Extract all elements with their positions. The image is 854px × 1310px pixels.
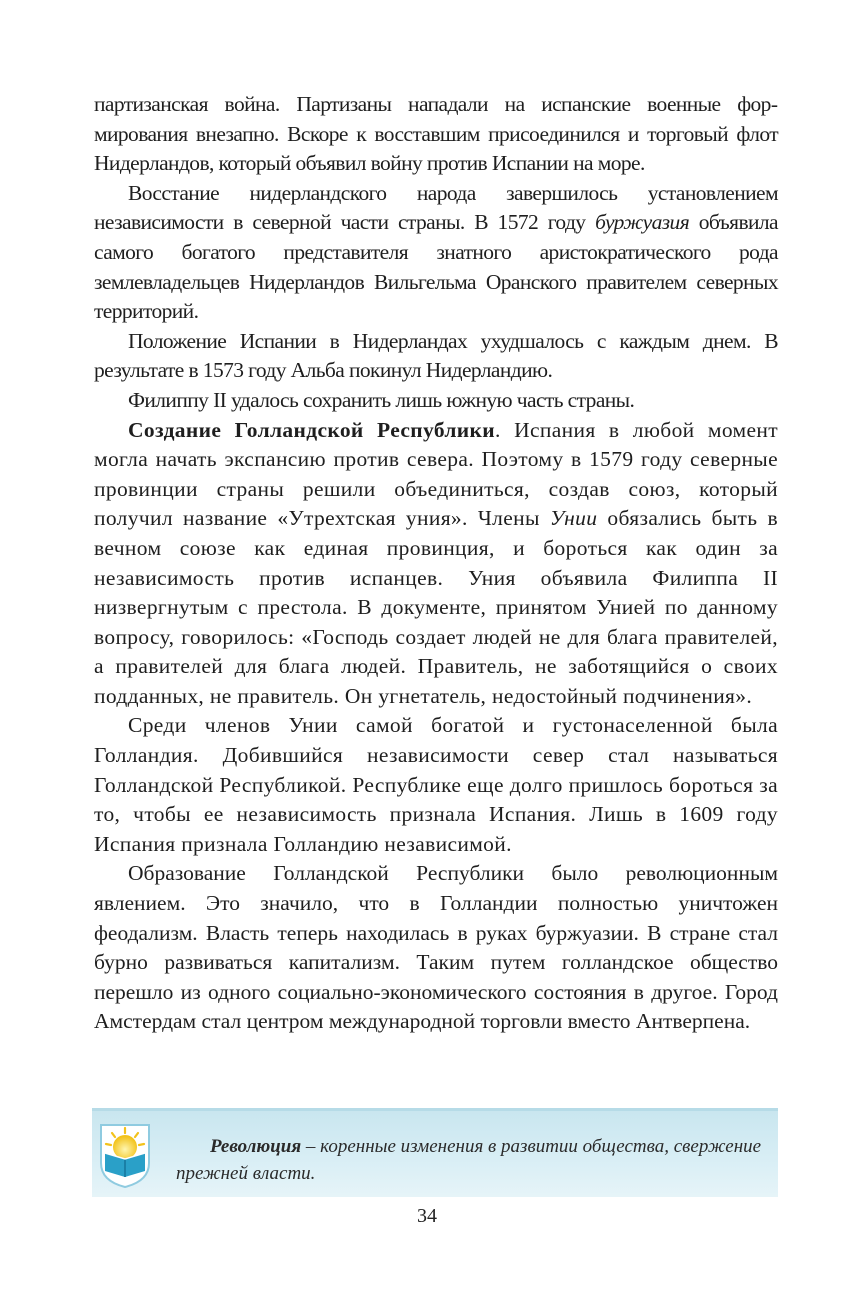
paragraph-text: Филиппу II удалось сохранить лишь южную часть страны. <box>128 387 635 412</box>
definition-dash: – <box>301 1136 321 1157</box>
paragraph <box>94 416 778 712</box>
paragraph-text: . Испания в любой момент могла начать экспансию против севера. Поэтому в 1579 году северные провинции страны решили объединиться, создав союз, который получил название «Утрехтская уния». Члены <box>94 417 778 531</box>
paragraph <box>94 386 778 416</box>
definition-box <box>92 1108 778 1197</box>
paragraph-text: Восстание нидерландского народа завершилось установлением независимости в северной части страны. В 1572 году <box>94 180 778 235</box>
paragraph-text: партизанская война. Партизаны нападали на испанские военные формирования внезапно. Вскоре к восставшим присоединился и торговый флот Нидерландов, который объявил войну против Испании на море. <box>94 92 778 176</box>
page-body <box>94 90 778 1037</box>
page-number: 34 <box>417 1205 437 1227</box>
term-bourgeoisie: буржуазия <box>595 210 690 235</box>
term-union: Унии <box>549 506 598 531</box>
definition-body: коренные изменения в развитии общества, свержение прежней власти. <box>176 1136 762 1184</box>
paragraph-text: Положение Испании в Нидерландах ухудшалось с каждым днем. В результате в 1573 году Альба покинул Нидерландию. <box>94 328 778 383</box>
paragraph <box>94 90 778 179</box>
paragraph-text: объявила самого богатого представителя знатного аристократического рода землевладельцев Нидерландов Вильгельма Оранского правителем северных территорий. <box>94 210 778 324</box>
paragraph <box>94 859 778 1037</box>
paragraph-text: обязались быть в вечном союзе как единая провинция, и бороться как один за независимость против испанцев. Уния объявила Филиппа II низвергнутым с престола. В документе, принятом Унией по данному вопросу, говорилось: «Господь создает людей не для блага правителей, а правителей для блага людей. Правитель, не заботящийся о своих подданных, не правитель. Он угнетатель, недостойный подчинения». <box>94 506 778 708</box>
paragraph <box>94 327 778 386</box>
definition-term: Революция <box>210 1136 302 1157</box>
section-heading: Создание Голландской Республики <box>128 417 496 442</box>
book-sun-icon <box>97 1119 153 1189</box>
paragraph-text: Образование Голландской Республики было революционным явлением. Это значило, что в Голландии полностью уничтожен феодализм. Власть теперь находилась в руках буржуазии. В стране стал бурно развиваться капитализм. Таким путем голландское общество перешло из одного социально-экономического состояния в другое. Город Амстердам стал центром международной торговли вместо Антверпена. <box>94 861 778 1034</box>
paragraph <box>94 179 778 327</box>
paragraph-text: Среди членов Унии самой богатой и густонаселенной была Голландия. Добившийся независимости север стал называться Голландской Республикой. Республике еще долго пришлось бороться за то, чтобы ее независимость признала Испания. Лишь в 1609 году Испания признала Голландию независимой. <box>94 713 778 856</box>
paragraph <box>94 711 778 859</box>
definition-text <box>176 1133 766 1187</box>
